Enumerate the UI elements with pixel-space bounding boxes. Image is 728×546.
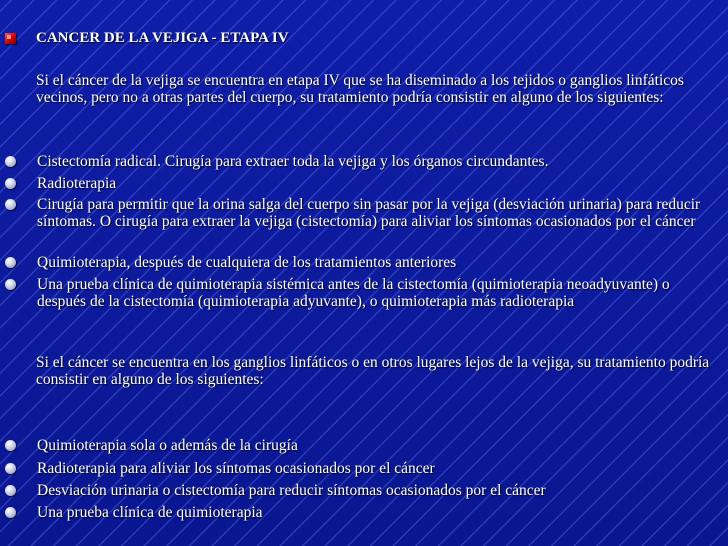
round-bullet-icon bbox=[5, 463, 16, 474]
list2-item: Desviación urinaria o cistectomía para reducir síntomas ocasionados por el cáncer bbox=[37, 482, 546, 499]
list1-item: Radioterapia bbox=[37, 175, 117, 192]
second-intro-paragraph: Si el cáncer se encuentra en los ganglios linfáticos o en otros lugares lejos de la vejiga, su tratamiento podría consistir en alguno de los siguientes: bbox=[36, 354, 710, 388]
round-bullet-icon bbox=[5, 257, 16, 268]
list2-item: Una prueba clínica de quimioterapia bbox=[37, 504, 263, 521]
list1-item: Cistectomía radical. Cirugía para extraer toda la vejiga y los órganos circundantes. bbox=[37, 153, 549, 170]
list1-item: Quimioterapia, después de cualquiera de los tratamientos anteriores bbox=[37, 254, 457, 271]
intro-paragraph: Si el cáncer de la vejiga se encuentra en etapa IV que se ha diseminado a los tejidos o ganglios linfáticos vecinos, pero no a otras partes del cuerpo, su tratamiento podría consistir en alguno de los siguientes: bbox=[36, 72, 684, 106]
round-bullet-icon bbox=[5, 199, 16, 210]
list2-item: Quimioterapia sola o además de la cirugía bbox=[37, 437, 298, 454]
round-bullet-icon bbox=[5, 178, 16, 189]
round-bullet-icon bbox=[5, 440, 16, 451]
list2-item: Radioterapia para aliviar los síntomas ocasionados por el cáncer bbox=[37, 460, 435, 477]
round-bullet-icon bbox=[5, 279, 16, 290]
list1-item: Cirugía para permitir que la orina salga del cuerpo sin pasar por la vejiga (desviación urinaria) para reducir síntomas. O cirugía para extraer la vejiga (cistectomía) para aliviar los síntomas ocasionados por el cáncer bbox=[37, 196, 701, 230]
square-bullet-icon bbox=[5, 33, 16, 44]
round-bullet-icon bbox=[5, 156, 16, 167]
slide-title: CANCER DE LA VEJIGA - ETAPA IV bbox=[36, 30, 289, 46]
round-bullet-icon bbox=[5, 485, 16, 496]
round-bullet-icon bbox=[5, 507, 16, 518]
list1-item: Una prueba clínica de quimioterapia sistémica antes de la cistectomía (quimioterapia neoadyuvante) o después de la cistectomía (quimioterapia adyuvante), o quimioterapia más radioterapia bbox=[37, 276, 670, 310]
